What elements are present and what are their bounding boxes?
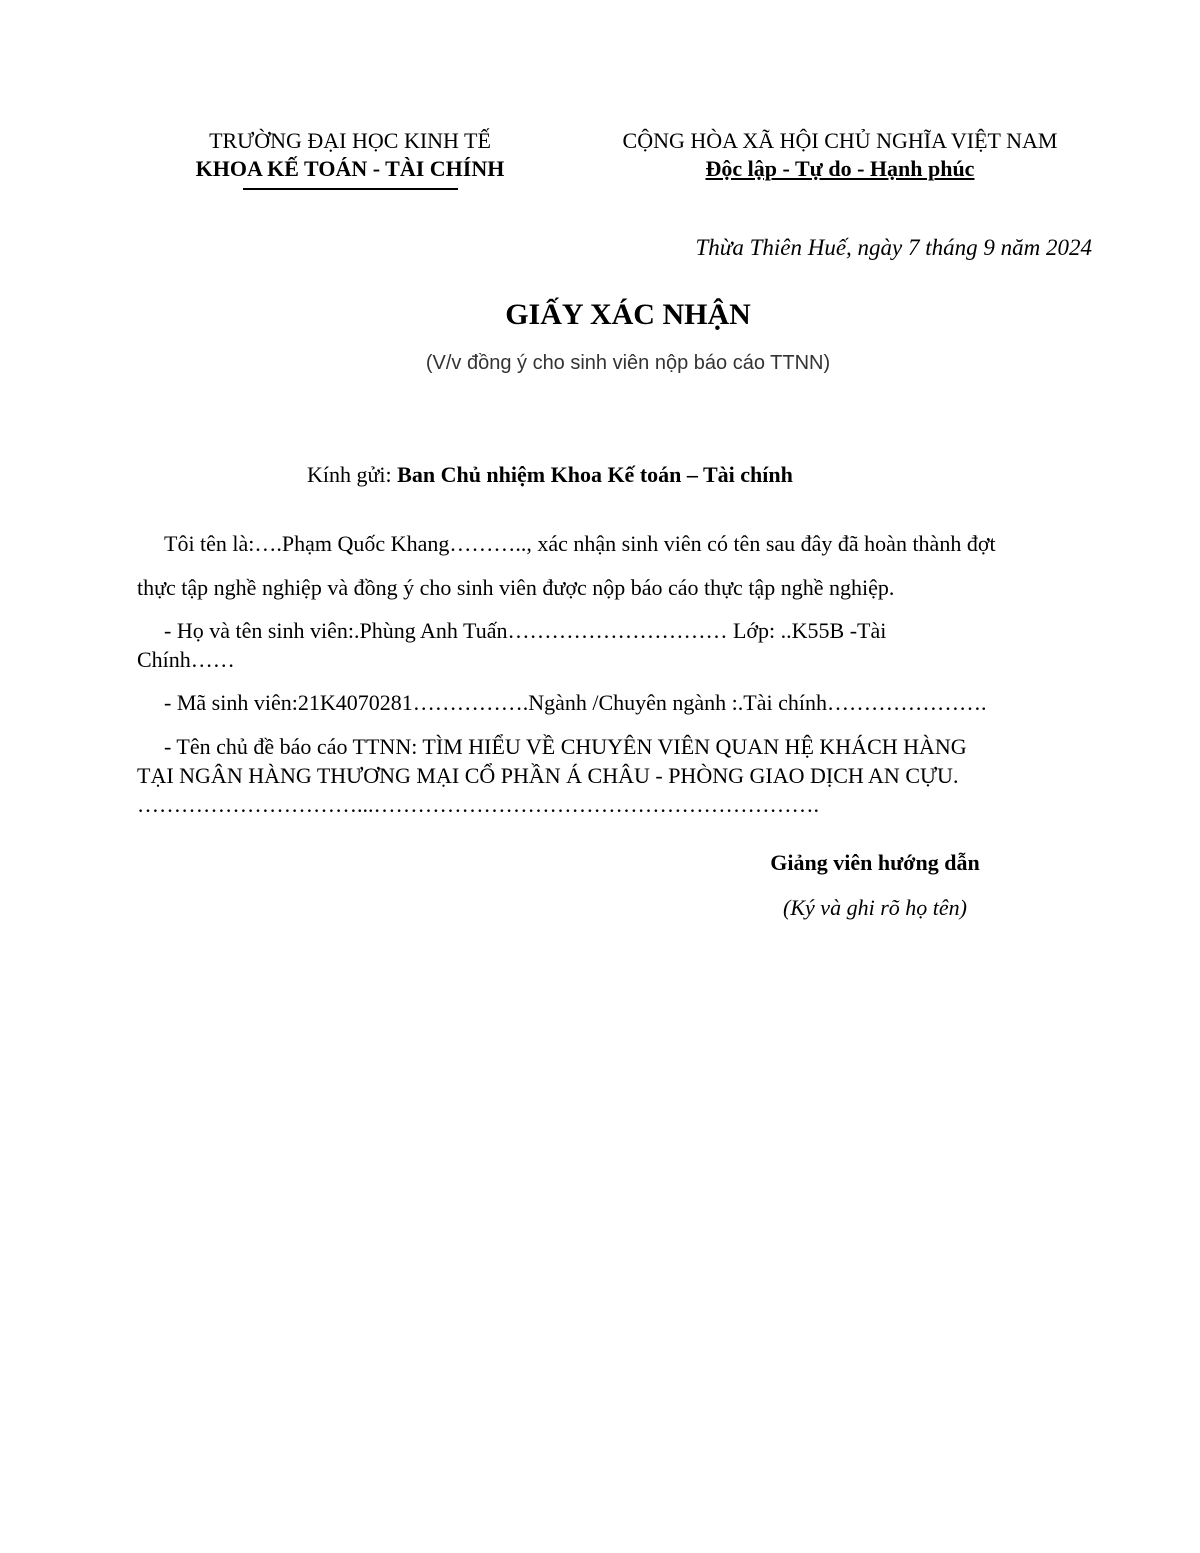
student-line-2: Chính…… — [137, 647, 235, 672]
header-left-rule — [243, 188, 458, 190]
country-name: CỘNG HÒA XÃ HỘI CHỦ NGHĨA VIỆT NAM — [622, 128, 1058, 153]
date-line: Thừa Thiên Huế, ngày 7 tháng 9 năm 2024 — [695, 235, 1092, 260]
topic-line-1: - Tên chủ đề báo cáo TTNN: TÌM HIỂU VỀ CHUYÊN VIÊN QUAN HỆ KHÁCH HÀNG — [164, 734, 967, 759]
document-subtitle: (V/v đồng ý cho sinh viên nộp báo cáo TTNN) — [425, 352, 831, 374]
student-line-1: - Họ và tên sinh viên:.Phùng Anh Tuấn………………………… Lớp: ..K55B -Tài — [164, 618, 887, 643]
addressee-label: Kính gửi: — [307, 462, 398, 487]
faculty-name: KHOA KẾ TOÁN - TÀI CHÍNH — [195, 156, 505, 181]
addressee-recipient: Ban Chủ nhiệm Khoa Kế toán – Tài chính — [397, 462, 793, 487]
signature-title: Giảng viên hướng dẫn — [770, 850, 980, 875]
document-title: GIẤY XÁC NHẬN — [505, 298, 751, 331]
dots-line: …………………………...……………………………………………………. — [137, 792, 819, 817]
university-name: TRƯỜNG ĐẠI HỌC KINH TẾ — [209, 128, 491, 153]
addressee-line — [307, 462, 793, 488]
topic-line-2: TẠI NGÂN HÀNG THƯƠNG MẠI CỔ PHẦN Á CHÂU - PHÒNG GIAO DỊCH AN CỰU. — [137, 763, 959, 788]
national-motto: Độc lập - Tự do - Hạnh phúc — [705, 156, 975, 181]
signature-note: (Ký và ghi rõ họ tên) — [783, 895, 967, 920]
intro-line-1: Tôi tên là:….Phạm Quốc Khang……….., xác nhận sinh viên có tên sau đây đã hoàn thành đợt — [164, 531, 996, 556]
intro-line-2: thực tập nghề nghiệp và đồng ý cho sinh viên được nộp báo cáo thực tập nghề nghiệp. — [137, 575, 895, 600]
student-id-line: - Mã sinh viên:21K4070281…………….Ngành /Chuyên ngành :.Tài chính…………………. — [164, 690, 987, 715]
